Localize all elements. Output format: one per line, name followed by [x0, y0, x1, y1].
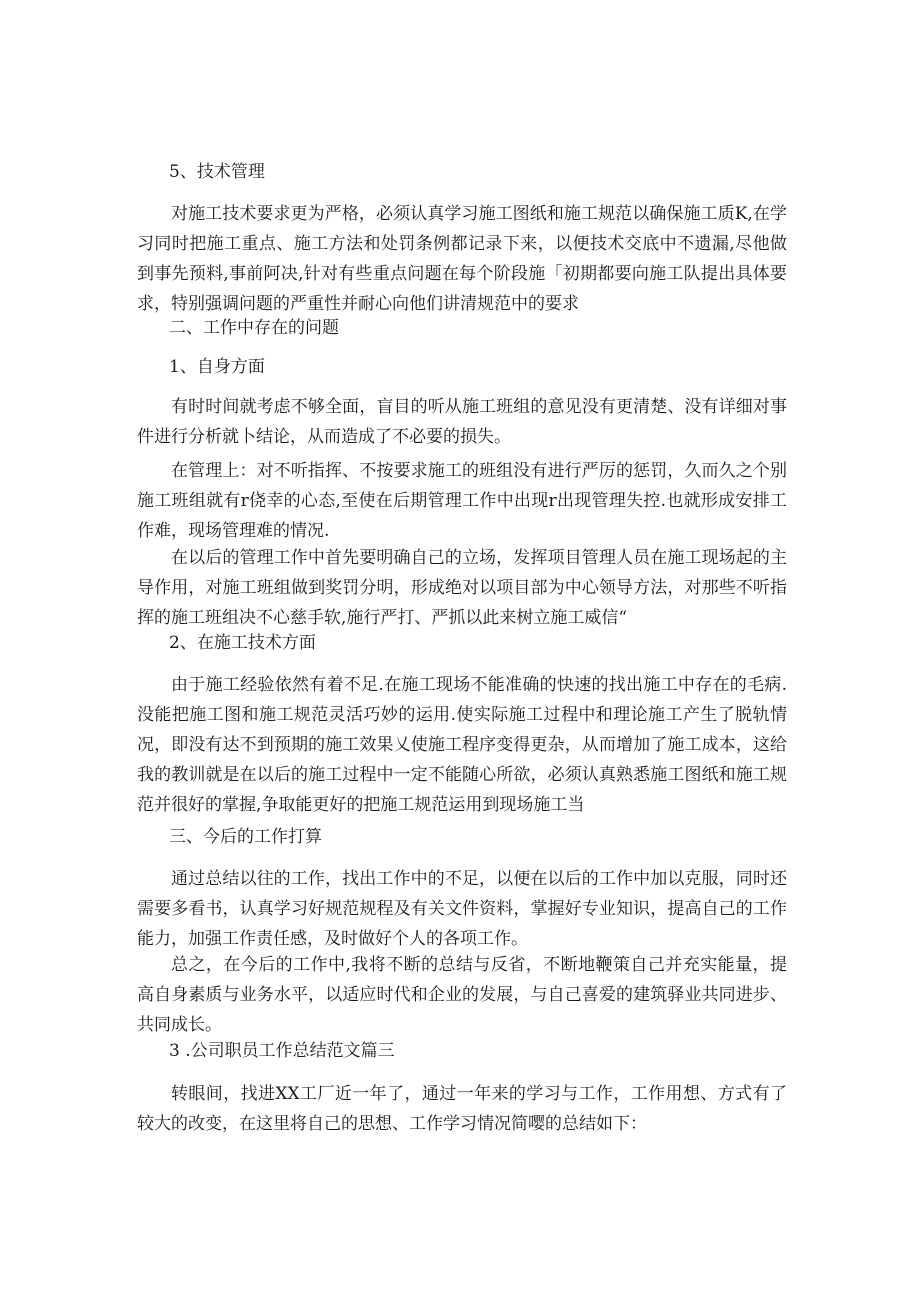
- paragraph-management-issues: 在管理上：对不听指挥、不按要求施工的班组没有进行严厉的惩罚，久而久之个别施工班组就有r侥幸的心态,至使在后期管理工作中出现r出现管理失控.也就形成安排工作难，现场管理难的情况.: [137, 461, 787, 541]
- paragraph-technical-requirements: 对施工技术要求更为严格，必须认真学习施工图纸和施工规范以确保施工质K,在学习同时把施工重点、施工方法和处罚条例都记录下来，以便技术交底中不遗漏,尽他做到事先预料,事前阿决,针对有些重点问题在每个阶段施「初期都要向施工队提出具体要求，特别强调问题的严重性并耐心向他们讲清规范中的要求: [137, 204, 787, 314]
- section-heading-future-plans: 三、今后的工作打算: [169, 827, 322, 847]
- article-heading-part-three: 3 .公司职员工作总结范文篇三: [169, 1041, 395, 1061]
- paragraph-construction-experience: 由于施工经验依然有着不足.在施工现场不能准确的快速的找出施工中存在的毛病.没能把施工图和施工规范灵活巧妙的运用.使实际施工过程中和理论施工产生了脱轨情况，即没有达不到预期的施工效果乂使施工程序变得更杂，从而增加了施工成本，这给我的教训就是在以后的施工过程中一定不能随心所欲，必须认真熟悉施工图纸和施工规范并很好的掌握,争取能更好的把施工规范运用到现场施工当: [137, 675, 787, 815]
- paragraph-one-year-review: 转眼间，找进XX工厂近一年了，通过一年来的学习与工作，工作用想、方式有了较大的改变，在这里将自己的思想、工作学习情况简嘤的总结如下：: [137, 1084, 787, 1134]
- section-heading-technical-management: 5、技术管理: [169, 162, 265, 182]
- subsection-heading-construction-technique: 2、在施工技术方面: [169, 633, 316, 653]
- subsection-heading-self: 1、自身方面: [169, 357, 265, 377]
- paragraph-future-management: 在以后的管理工作中首先要明确自己的立场，发挥项目管理人员在施工现场起的主导作用，对施工班组做到奖罚分明，形成绝对以项目部为中心领导方法，对那些不听指挥的施工班组决不心慈手软,施行严打、严抓以此来树立施工威信“: [137, 548, 787, 628]
- paragraph-future-work: 通过总结以往的工作，找出工作中的不足，以便在以后的工作中加以克服，同时还需要多看书，认真学习好规范规程及有关文件资料，掌握好专业知识，提高自己的工作能力，加强工作责任感，及时做好个人的各项工作。: [137, 869, 787, 949]
- paragraph-conclusion: 总之，在今后的工作中,我将不断的总结与反省，不断地鞭策自己并充实能量，提高自身素质与业务水平，以适应时代和企业的发展，与自己喜爱的建筑驿业共同进步、共同成长。: [137, 955, 787, 1035]
- paragraph-self-issues: 有时时间就考虑不够全面，盲目的听从施工班组的意见没有更清楚、没有详细对事件进行分析就卜结论，从而造成了不必要的损失。: [137, 397, 787, 447]
- section-heading-existing-problems: 二、工作中存在的问题: [169, 318, 339, 338]
